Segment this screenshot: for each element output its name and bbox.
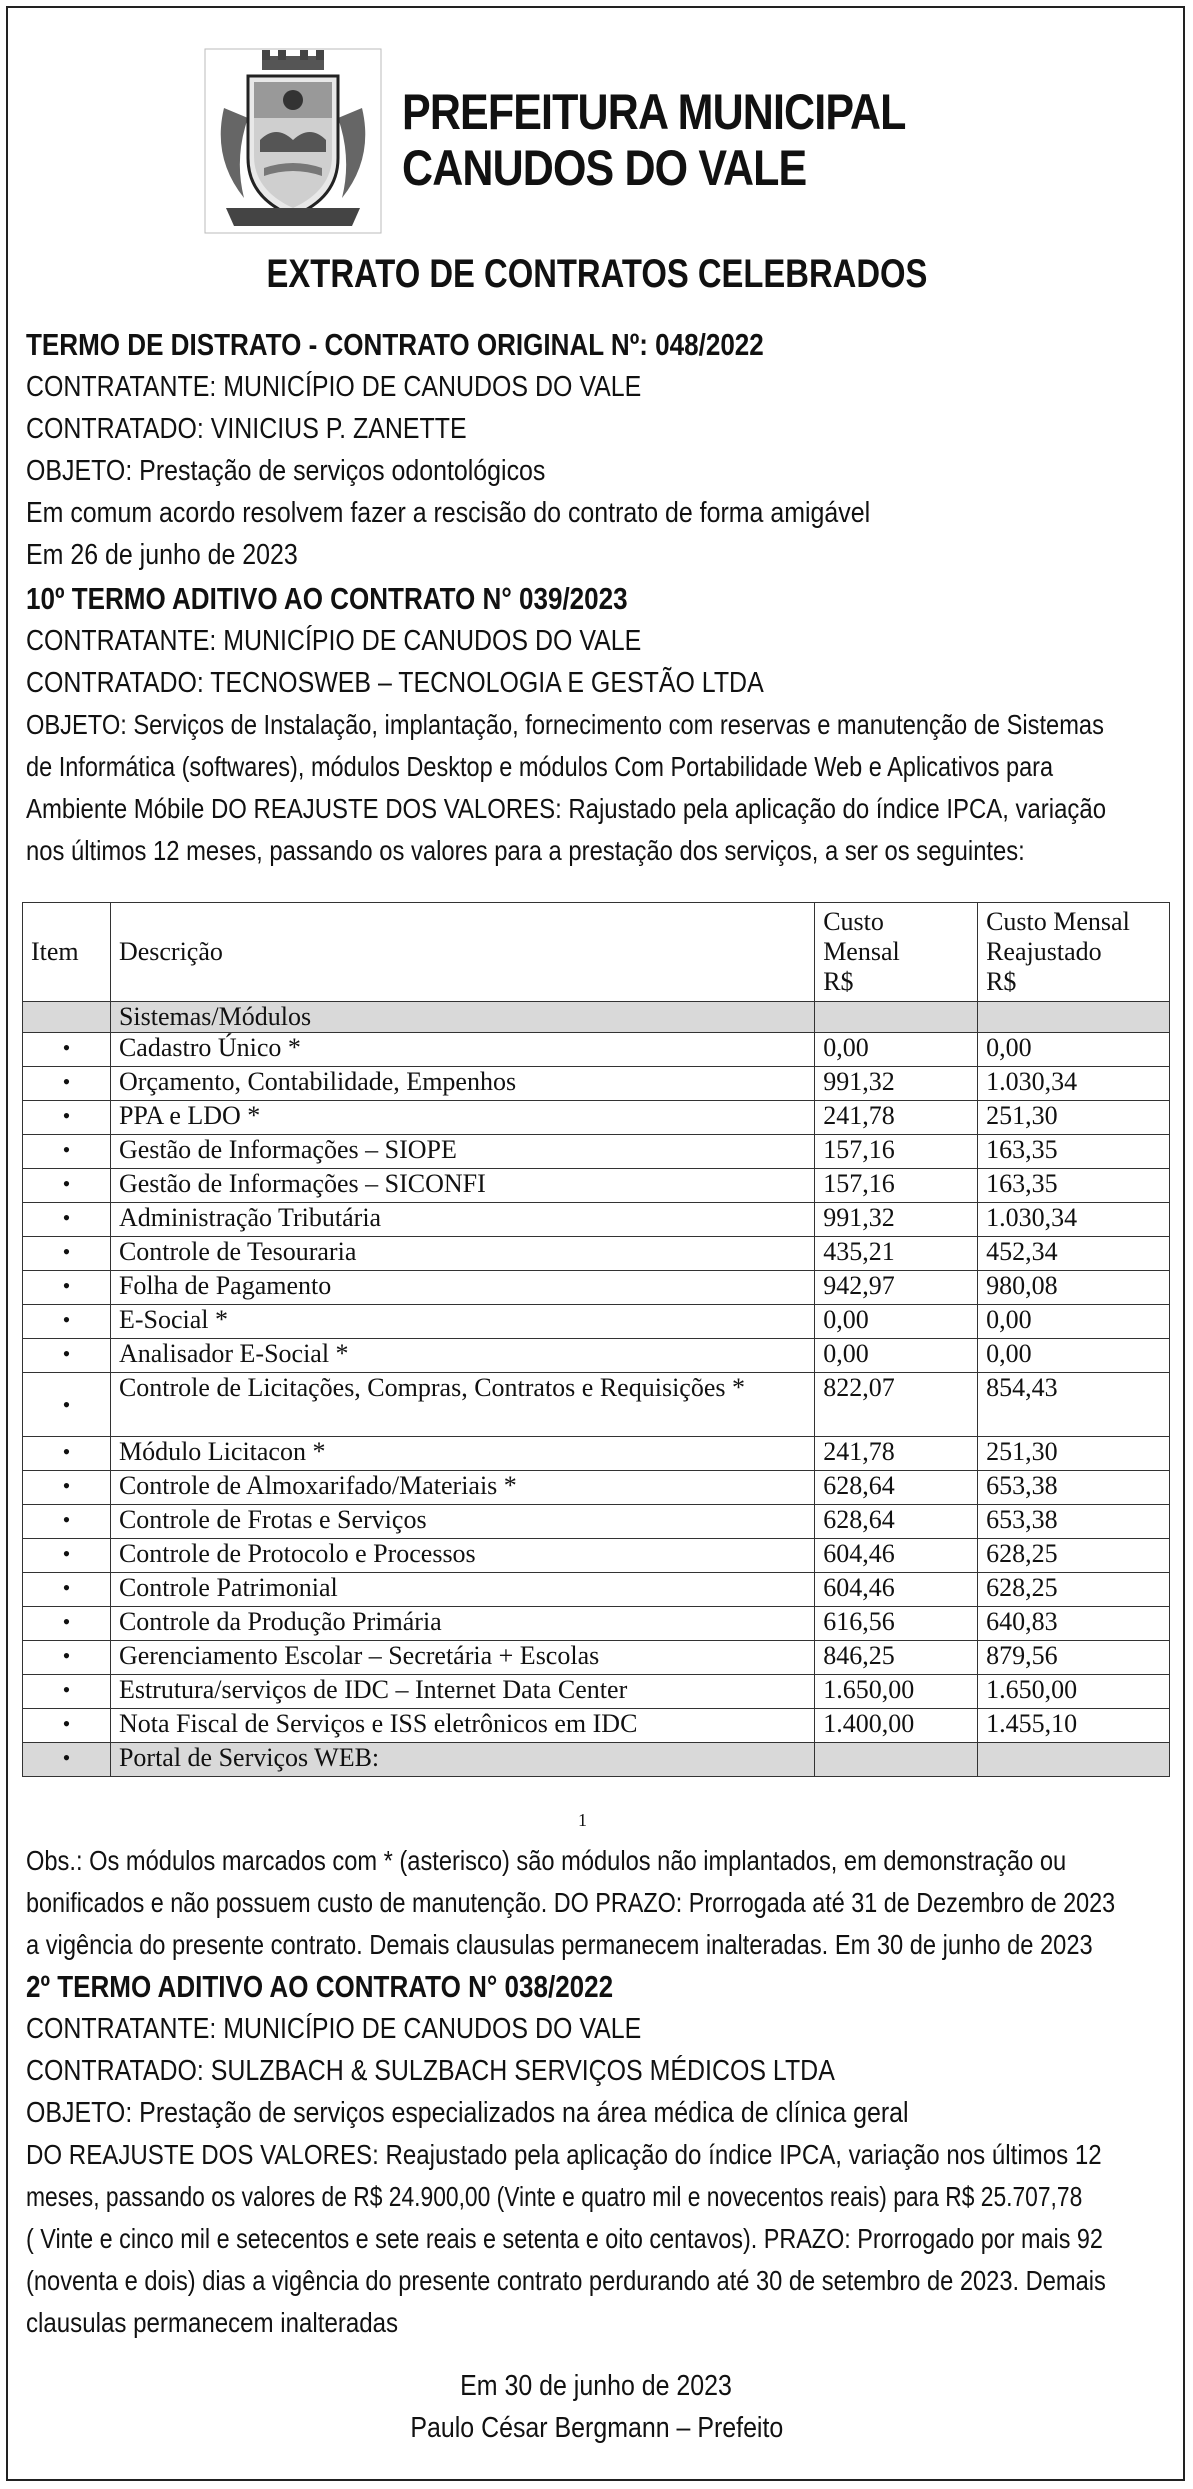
table-row <box>23 1505 1170 1539</box>
row-custo-mensal: 241,78 <box>815 1101 978 1135</box>
objeto-line: OBJETO: Prestação de serviços especializados na área médica de clínica geral <box>26 2097 909 2129</box>
paragraph-line: de Informática (softwares), módulos Desktop e módulos Com Portabilidade Web e Aplicativos para <box>26 751 1054 782</box>
row-custo-mensal: 1.650,00 <box>815 1675 978 1709</box>
table-row <box>23 1033 1170 1067</box>
table-row <box>23 1471 1170 1505</box>
signature-name: Paulo César Bergmann – Prefeito <box>410 2412 783 2444</box>
bullet-icon: • <box>23 1271 111 1305</box>
bullet-icon: • <box>23 1305 111 1339</box>
table-row <box>23 1539 1170 1573</box>
row-custo-mensal: 991,32 <box>815 1203 978 1237</box>
row-description: Controle da Produção Primária <box>110 1607 814 1641</box>
table-row <box>23 1675 1170 1709</box>
bullet-icon: • <box>23 1675 111 1709</box>
section-aditivo-039 <box>26 578 1172 704</box>
bullet-icon: • <box>23 1067 111 1101</box>
row-custo-reajustado: 452,34 <box>978 1237 1170 1271</box>
row-custo-reajustado: 1.455,10 <box>978 1709 1170 1743</box>
objeto-line: OBJETO: Prestação de serviços odontológicos <box>26 455 546 487</box>
row-description: Controle de Protocolo e Processos <box>110 1539 814 1573</box>
row-custo-reajustado: 628,25 <box>978 1539 1170 1573</box>
row-description: Gerenciamento Escolar – Secretária + Escolas <box>110 1641 814 1675</box>
row-custo-reajustado: 0,00 <box>978 1339 1170 1373</box>
section-heading: 10º TERMO ADITIVO AO CONTRATO N° 039/2023 <box>26 581 628 616</box>
row-custo-mensal: 157,16 <box>815 1135 978 1169</box>
row-custo-reajustado: 640,83 <box>978 1607 1170 1641</box>
row-description: PPA e LDO * <box>110 1101 814 1135</box>
row-custo-reajustado: 1.650,00 <box>978 1675 1170 1709</box>
row-custo-mensal: 157,16 <box>815 1169 978 1203</box>
paragraph-line: Ambiente Móbile DO REAJUSTE DOS VALORES: Rajustado pela aplicação do índice IPCA, variação <box>26 793 1107 824</box>
row-custo-reajustado: 628,25 <box>978 1573 1170 1607</box>
bullet-icon: • <box>23 1607 111 1641</box>
bullet-icon: • <box>23 1339 111 1373</box>
table-row <box>23 1607 1170 1641</box>
row-custo-reajustado <box>978 1743 1170 1777</box>
bullet-icon: • <box>23 1641 111 1675</box>
price-table <box>22 902 1170 1777</box>
bullet-icon: • <box>23 1573 111 1607</box>
row-description: Cadastro Único * <box>110 1033 814 1067</box>
row-description: Controle de Tesouraria <box>110 1237 814 1271</box>
obs-paragraph <box>26 1840 1172 1966</box>
table-row <box>23 1339 1170 1373</box>
bullet-icon: • <box>23 1505 111 1539</box>
table-row <box>23 1203 1170 1237</box>
paragraph-line: ( Vinte e cinco mil e setecentos e sete reais e setenta e oito centavos). PRAZO: Prorrogado por mais 92 <box>26 2223 1103 2254</box>
table-row <box>23 1237 1170 1271</box>
paragraph-line: OBJETO: Serviços de Instalação, implantação, fornecimento com reservas e manutenção de Sistemas <box>26 709 1104 740</box>
objeto-paragraph <box>26 704 1172 872</box>
row-custo-mensal: 604,46 <box>815 1539 978 1573</box>
col-header-custo-reajustado: Custo Mensal Reajustado R$ <box>978 903 1170 1002</box>
signature-date: Em 30 de junho de 2023 <box>460 2370 733 2402</box>
paragraph-line: Obs.: Os módulos marcados com * (asterisco) são módulos não implantados, em demonstração ou <box>26 1845 1067 1876</box>
row-description: Gestão de Informações – SIOPE <box>110 1135 814 1169</box>
header <box>204 48 1104 238</box>
table-row <box>23 1101 1170 1135</box>
bullet-icon: • <box>23 1437 111 1471</box>
row-custo-mensal: 942,97 <box>815 1271 978 1305</box>
paragraph-line: a vigência do presente contrato. Demais clausulas permanecem inalteradas. Em 30 de junho de 2023 <box>26 1929 1093 1960</box>
table-header-row <box>23 903 1170 1002</box>
row-description: Analisador E-Social * <box>110 1339 814 1373</box>
bullet-icon: • <box>23 1743 111 1777</box>
row-description: E-Social * <box>110 1305 814 1339</box>
contratado-line: CONTRATADO: VINICIUS P. ZANETTE <box>26 413 467 445</box>
paragraph-line: nos últimos 12 meses, passando os valores para a prestação dos serviços, a ser os seguintes: <box>26 835 1025 866</box>
table-row <box>23 1641 1170 1675</box>
group-row <box>23 1002 1170 1033</box>
document-title: EXTRATO DE CONTRATOS CELEBRADOS <box>266 252 927 296</box>
table-row <box>23 1305 1170 1339</box>
row-custo-mensal <box>815 1743 978 1777</box>
row-custo-reajustado: 854,43 <box>978 1373 1170 1437</box>
row-description: Controle de Licitações, Compras, Contratos e Requisições * <box>110 1373 814 1437</box>
row-custo-reajustado: 980,08 <box>978 1271 1170 1305</box>
contratante-line: CONTRATANTE: MUNICÍPIO DE CANUDOS DO VALE <box>26 371 642 403</box>
row-description: Gestão de Informações – SICONFI <box>110 1169 814 1203</box>
paragraph-line: meses, passando os valores de R$ 24.900,00 (Vinte e quatro mil e novecentos reais) para R$ 25.707,78 <box>26 2181 1083 2212</box>
section-aditivo-038 <box>26 1966 1172 2134</box>
table-row <box>23 1573 1170 1607</box>
paragraph-line: (noventa e dois) dias a vigência do presente contrato perdurando até 30 de setembro de 2023. Demais <box>26 2265 1106 2296</box>
row-custo-mensal: 1.400,00 <box>815 1709 978 1743</box>
row-custo-reajustado: 251,30 <box>978 1101 1170 1135</box>
table-row <box>23 1743 1170 1777</box>
row-custo-reajustado: 1.030,34 <box>978 1203 1170 1237</box>
row-custo-mensal: 0,00 <box>815 1305 978 1339</box>
row-custo-mensal: 616,56 <box>815 1607 978 1641</box>
bullet-icon: • <box>23 1033 111 1067</box>
table-row <box>23 1271 1170 1305</box>
row-custo-mensal: 991,32 <box>815 1067 978 1101</box>
bullet-icon: • <box>23 1101 111 1135</box>
table-row <box>23 1709 1170 1743</box>
row-description: Módulo Licitacon * <box>110 1437 814 1471</box>
section-heading: TERMO DE DISTRATO - CONTRATO ORIGINAL Nº: 048/2022 <box>26 327 764 362</box>
paragraph-line: clausulas permanecem inalteradas <box>26 2307 399 2338</box>
row-custo-mensal: 0,00 <box>815 1033 978 1067</box>
bullet-icon: • <box>23 1203 111 1237</box>
row-custo-reajustado: 653,38 <box>978 1505 1170 1539</box>
group-label: Sistemas/Módulos <box>110 1002 814 1033</box>
row-custo-reajustado: 1.030,34 <box>978 1067 1170 1101</box>
col-header-custo-mensal: Custo Mensal R$ <box>815 903 978 1002</box>
col-header-descricao: Descrição <box>110 903 814 1002</box>
date-line: Em 26 de junho de 2023 <box>26 539 298 571</box>
row-custo-mensal: 628,64 <box>815 1505 978 1539</box>
row-custo-reajustado: 251,30 <box>978 1437 1170 1471</box>
contratante-line: CONTRATANTE: MUNICÍPIO DE CANUDOS DO VALE <box>26 625 642 657</box>
row-custo-reajustado: 163,35 <box>978 1135 1170 1169</box>
section-heading: 2º TERMO ADITIVO AO CONTRATO N° 038/2022 <box>26 1969 614 2004</box>
bullet-icon: • <box>23 1135 111 1169</box>
row-custo-mensal: 628,64 <box>815 1471 978 1505</box>
row-custo-mensal: 241,78 <box>815 1437 978 1471</box>
row-description: Controle de Frotas e Serviços <box>110 1505 814 1539</box>
bullet-icon: • <box>23 1373 111 1437</box>
municipal-coat-of-arms-icon <box>204 48 382 234</box>
row-custo-reajustado: 653,38 <box>978 1471 1170 1505</box>
row-custo-reajustado: 0,00 <box>978 1305 1170 1339</box>
bullet-icon: • <box>23 1709 111 1743</box>
row-custo-reajustado: 879,56 <box>978 1641 1170 1675</box>
row-custo-mensal: 604,46 <box>815 1573 978 1607</box>
row-description: Nota Fiscal de Serviços e ISS eletrônicos em IDC <box>110 1709 814 1743</box>
row-custo-mensal: 435,21 <box>815 1237 978 1271</box>
table-row <box>23 1437 1170 1471</box>
org-title-line1: PREFEITURA MUNICIPAL <box>402 84 906 140</box>
row-custo-mensal: 846,25 <box>815 1641 978 1675</box>
text-line: Em comum acordo resolvem fazer a rescisão do contrato de forma amigável <box>26 497 871 529</box>
row-description: Controle de Almoxarifado/Materiais * <box>110 1471 814 1505</box>
org-title-line2: CANUDOS DO VALE <box>402 140 807 196</box>
row-custo-mensal: 0,00 <box>815 1339 978 1373</box>
bullet-icon: • <box>23 1237 111 1271</box>
row-custo-mensal: 822,07 <box>815 1373 978 1437</box>
contratado-line: CONTRATADO: TECNOSWEB – TECNOLOGIA E GESTÃO LTDA <box>26 667 764 699</box>
row-description: Administração Tributária <box>110 1203 814 1237</box>
reajuste-paragraph <box>26 2134 1172 2344</box>
org-title <box>402 84 988 196</box>
row-description: Folha de Pagamento <box>110 1271 814 1305</box>
table-row <box>23 1169 1170 1203</box>
bullet-icon: • <box>23 1539 111 1573</box>
table-row <box>23 1373 1170 1437</box>
row-description: Controle Patrimonial <box>110 1573 814 1607</box>
row-description: Estrutura/serviços de IDC – Internet Data Center <box>110 1675 814 1709</box>
table-row <box>23 1135 1170 1169</box>
contratante-line: CONTRATANTE: MUNICÍPIO DE CANUDOS DO VALE <box>26 2013 642 2045</box>
row-description: Portal de Serviços WEB: <box>110 1743 814 1777</box>
bullet-icon: • <box>23 1471 111 1505</box>
paragraph-line: DO REAJUSTE DOS VALORES: Reajustado pela aplicação do índice IPCA, variação nos últimos 12 <box>26 2139 1102 2170</box>
paragraph-line: bonificados e não possuem custo de manutenção. DO PRAZO: Prorrogada até 31 de Dezembro de 2023 <box>26 1887 1116 1918</box>
section-distrato <box>26 324 1172 576</box>
page-number: 1 <box>578 1810 587 1830</box>
row-custo-reajustado: 163,35 <box>978 1169 1170 1203</box>
col-header-item: Item <box>23 903 111 1002</box>
contratado-line: CONTRATADO: SULZBACH & SULZBACH SERVIÇOS MÉDICOS LTDA <box>26 2055 835 2087</box>
row-description: Orçamento, Contabilidade, Empenhos <box>110 1067 814 1101</box>
bullet-icon: • <box>23 1169 111 1203</box>
table-row <box>23 1067 1170 1101</box>
row-custo-reajustado: 0,00 <box>978 1033 1170 1067</box>
